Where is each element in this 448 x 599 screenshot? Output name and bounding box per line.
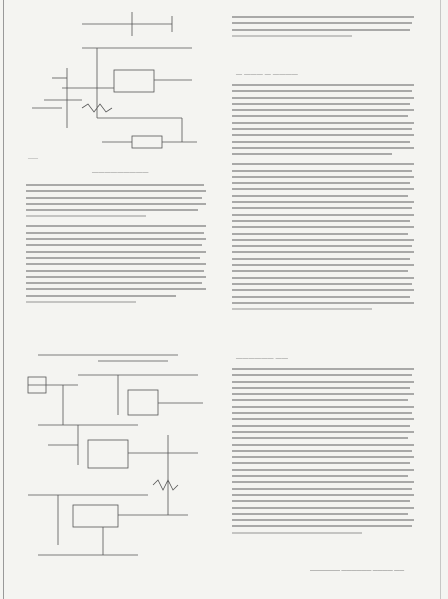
- figure-marker: ——: [28, 157, 38, 162]
- page-edge-right: [440, 0, 441, 599]
- section-heading-right-2: —————— ——: [236, 356, 289, 362]
- section-heading-right-1: — ——— — ————: [236, 72, 299, 78]
- schematic-top: [22, 8, 202, 158]
- page-edge-left: [3, 0, 4, 599]
- schematic-bottom: [18, 345, 213, 570]
- body-text-right-block-2: [232, 368, 414, 538]
- page-footer: —————— —————— ———— ——: [310, 568, 405, 574]
- body-text-right-block-1: [232, 84, 414, 314]
- section-heading-left: —————————: [92, 170, 149, 176]
- body-text-right-intro: [232, 16, 414, 41]
- body-text-left-block-1: [26, 184, 206, 307]
